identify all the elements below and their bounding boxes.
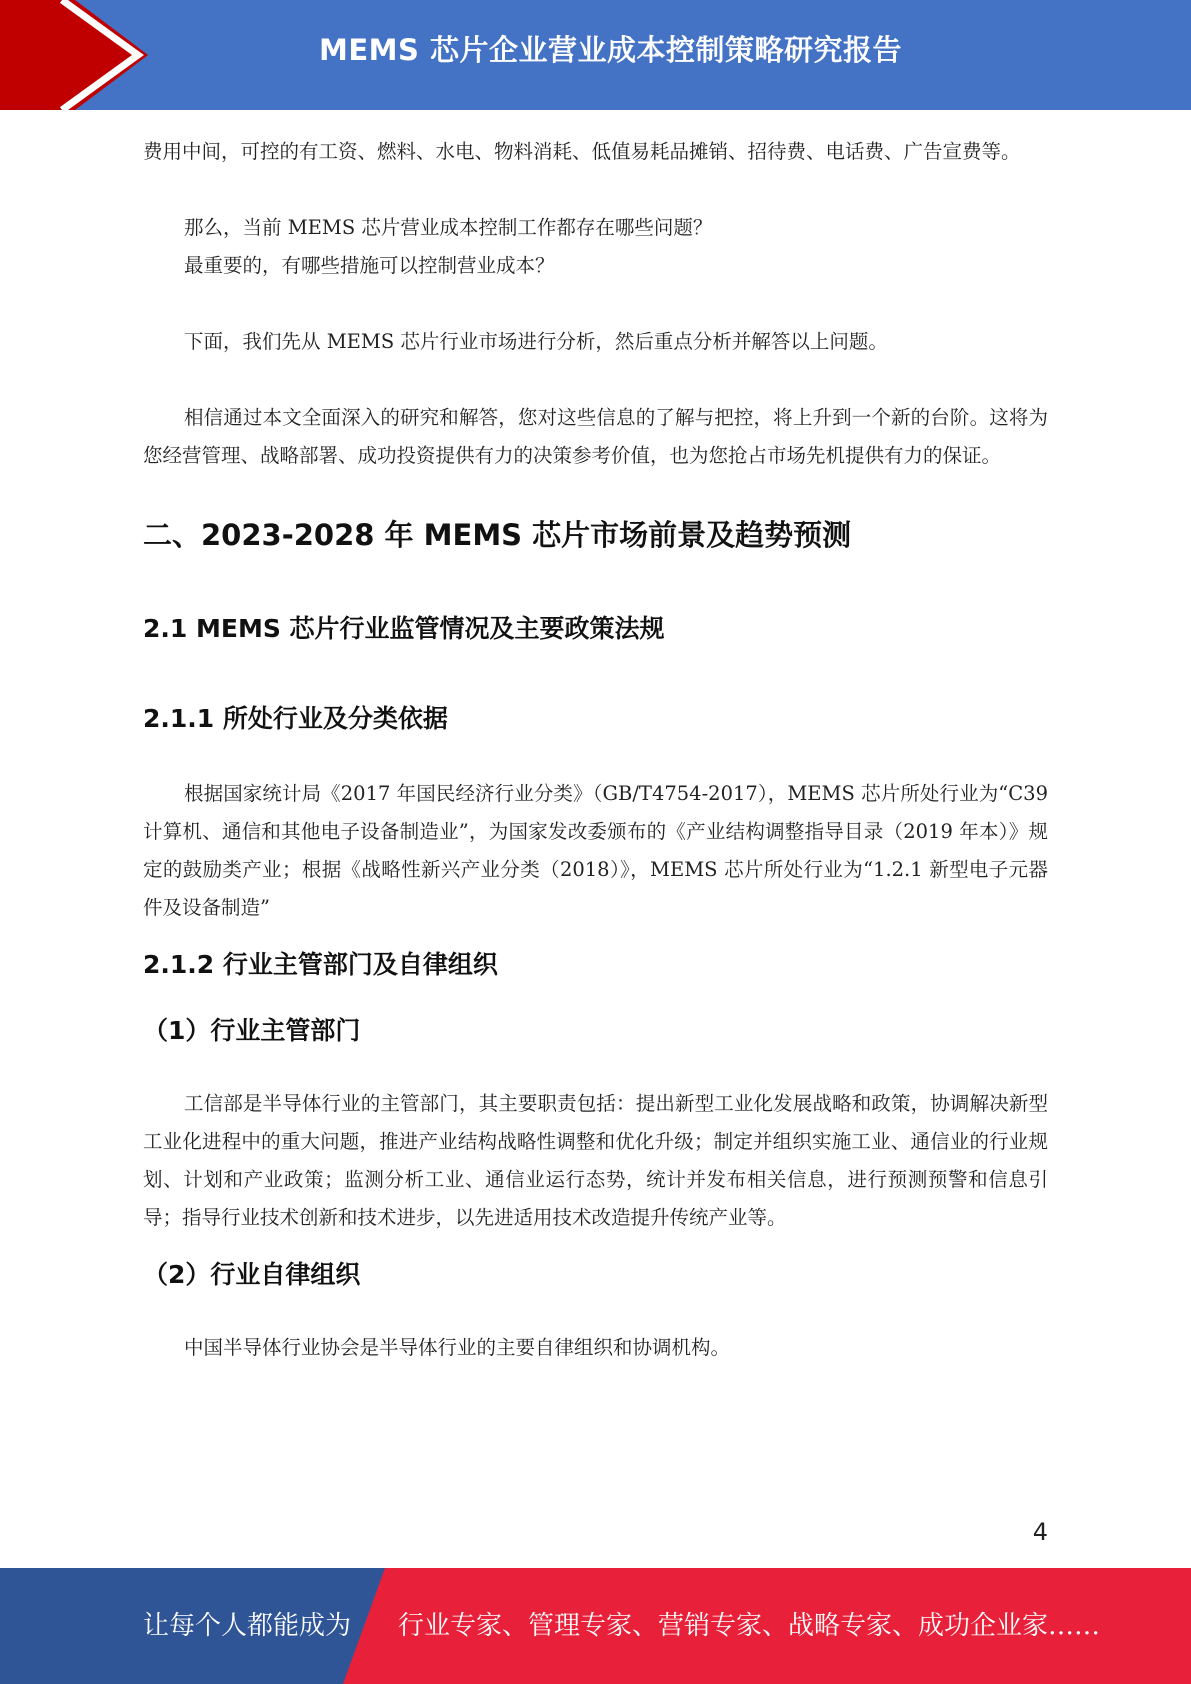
subheading-authority: （1）行业主管部门 (143, 1016, 361, 1045)
report-title: MEMS 芯片企业营业成本控制策略研究报告 (318, 33, 902, 67)
chevron-decoration (0, 0, 150, 110)
section-heading-2-1-1: 2.1.1 所处行业及分类依据 (143, 704, 448, 733)
header-band (0, 0, 1191, 110)
subheading-self-regulation: （2）行业自律组织 (143, 1260, 361, 1289)
section-heading-2: 二、2023-2028 年 MEMS 芯片市场前景及趋势预测 (143, 518, 852, 552)
section-heading-2-1: 2.1 MEMS 芯片行业监管情况及主要政策法规 (143, 614, 665, 643)
paragraph-value-statement: 相信通过本文全面深入的研究和解答，您对这些信息的了解与把控，将上升到一个新的台阶。这将为您经营管理、战略部署、成功投资提供有力的决策参考价值，也为您抢占市场先机提供有力的保证。 (143, 406, 1048, 467)
paragraph-authority-duties: 工信部是半导体行业的主管部门，其主要职责包括：提出新型工业化发展战略和政策，协调解决新型工业化进程中的重大问题，推进产业结构战略性调整和优化升级；制定并组织实施工业、通信业的行业规划、计划和产业政策；监测分析工业、通信业运行态势，统计并发布相关信息，进行预测预警和信息引导；指导行业技术创新和技术进步，以先进适用技术改造提升传统产业等。 (143, 1092, 1048, 1229)
footer-band (0, 1568, 1191, 1684)
paragraph-question-1: 那么，当前 MEMS 芯片营业成本控制工作都存在哪些问题？ (184, 216, 713, 239)
footer-slogan-left: 让每个人都能成为 (143, 1611, 352, 1641)
page-number: 4 (1032, 1518, 1048, 1546)
footer-slogan-right: 行业专家、管理专家、营销专家、战略专家、成功企业家…… (398, 1611, 1101, 1641)
page-content (143, 133, 1048, 1367)
paragraph-association: 中国半导体行业协会是半导体行业的主要自律组织和协调机构。 (184, 1336, 731, 1359)
paragraph-industry-classification: 根据国家统计局《2017 年国民经济行业分类》（GB/T4754-2017），MEMS 芯片所处行业为“C39 计算机、通信和其他电子设备制造业”，为国家发改委颁布的《产业结构调整指导目录（2019 年本）》规定的鼓励类产业；根据《战略性新兴产业分类（2018）》，MEMS 芯片所处行业为“1.2.1 新型电子元器件及设备制造” (143, 782, 1048, 919)
paragraph-cost-items: 费用中间，可控的有工资、燃料、水电、物料消耗、低值易耗品摊销、招待费、电话费、广告宣费等。 (143, 140, 1021, 163)
section-heading-2-1-2: 2.1.2 行业主管部门及自律组织 (143, 950, 498, 979)
paragraph-analysis-intro: 下面，我们先从 MEMS 芯片行业市场进行分析，然后重点分析并解答以上问题。 (184, 330, 888, 353)
paragraph-question-2: 最重要的，有哪些措施可以控制营业成本？ (184, 254, 555, 277)
